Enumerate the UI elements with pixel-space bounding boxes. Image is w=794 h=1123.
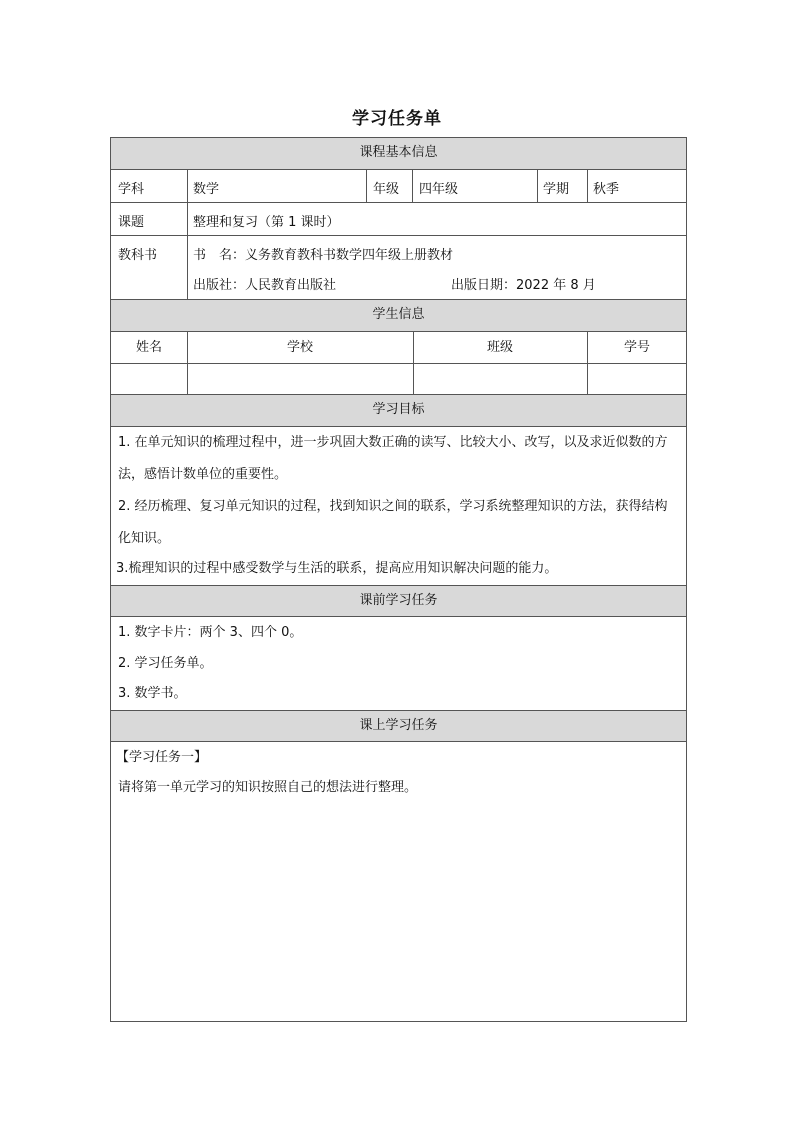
topic-value: 整理和复习（第 1 课时） [193,215,340,230]
subject-label: 学科 [118,182,145,197]
grade-label: 年级 [373,182,400,197]
column-class: 班级 [486,340,513,355]
topic-row [111,203,686,236]
course-info-header-text: 课程基本信息 [359,145,438,160]
school-field[interactable] [187,364,413,394]
in-class-header-text: 课上学习任务 [359,718,438,733]
in-class-content[interactable] [111,742,686,1021]
subject-row [111,170,686,203]
student-info-header-text: 学生信息 [372,307,425,322]
term-label: 学期 [543,182,570,197]
term-value: 秋季 [593,182,620,197]
objectives-header-text: 学习目标 [372,402,425,417]
pre-class-item: 3. 数学书。 [118,686,187,701]
class-field[interactable] [413,364,587,394]
objective-item: 2. 经历梳理、复习单元知识的过程，找到知识之间的联系，学习系统整理知识的方法，获得结构化知识。 [118,499,668,546]
topic-label: 课题 [118,215,145,230]
objective-item: 1. 在单元知识的梳理过程中，进一步巩固大数正确的读写、比较大小、改写，以及求近似数的方法，感悟计数单位的重要性。 [118,435,668,482]
grade-value: 四年级 [419,182,459,197]
pre-class-header [111,586,686,617]
objectives-content [111,427,686,586]
pre-class-item: 1. 数字卡片：两个 3、四个 0。 [118,625,303,640]
course-info-header [111,138,686,170]
publish-date: 出版日期：2022 年 8 月 [451,278,596,293]
column-school: 学校 [286,340,313,355]
book-name: 书 名：义务教育教科书数学四年级上册教材 [193,248,454,263]
page-title: 学习任务单 [352,109,442,129]
in-class-header [111,711,686,742]
textbook-row [111,236,686,300]
subject-value: 数学 [193,182,220,197]
student-info-input-row [111,364,686,395]
task-sheet-table [110,137,687,1022]
pre-class-item: 2. 学习任务单。 [118,656,213,671]
task-one-description: 请将第一单元学习的知识按照自己的想法进行整理。 [118,780,418,795]
publisher: 出版社：人民教育出版社 [193,278,337,293]
student-info-header [111,300,686,332]
task-one-title: 【学习任务一】 [116,750,208,765]
objectives-header [111,395,686,427]
objective-item: 3.梳理知识的过程中感受数学与生活的联系，提高应用知识解决问题的能力。 [116,561,558,576]
column-name: 姓名 [135,340,162,355]
textbook-label: 教科书 [118,248,158,263]
pre-class-header-text: 课前学习任务 [359,593,438,608]
pre-class-content [111,617,686,711]
student-id-field[interactable] [587,364,687,394]
name-field[interactable] [111,364,187,394]
student-info-columns [111,332,686,364]
column-student-id: 学号 [623,340,650,355]
